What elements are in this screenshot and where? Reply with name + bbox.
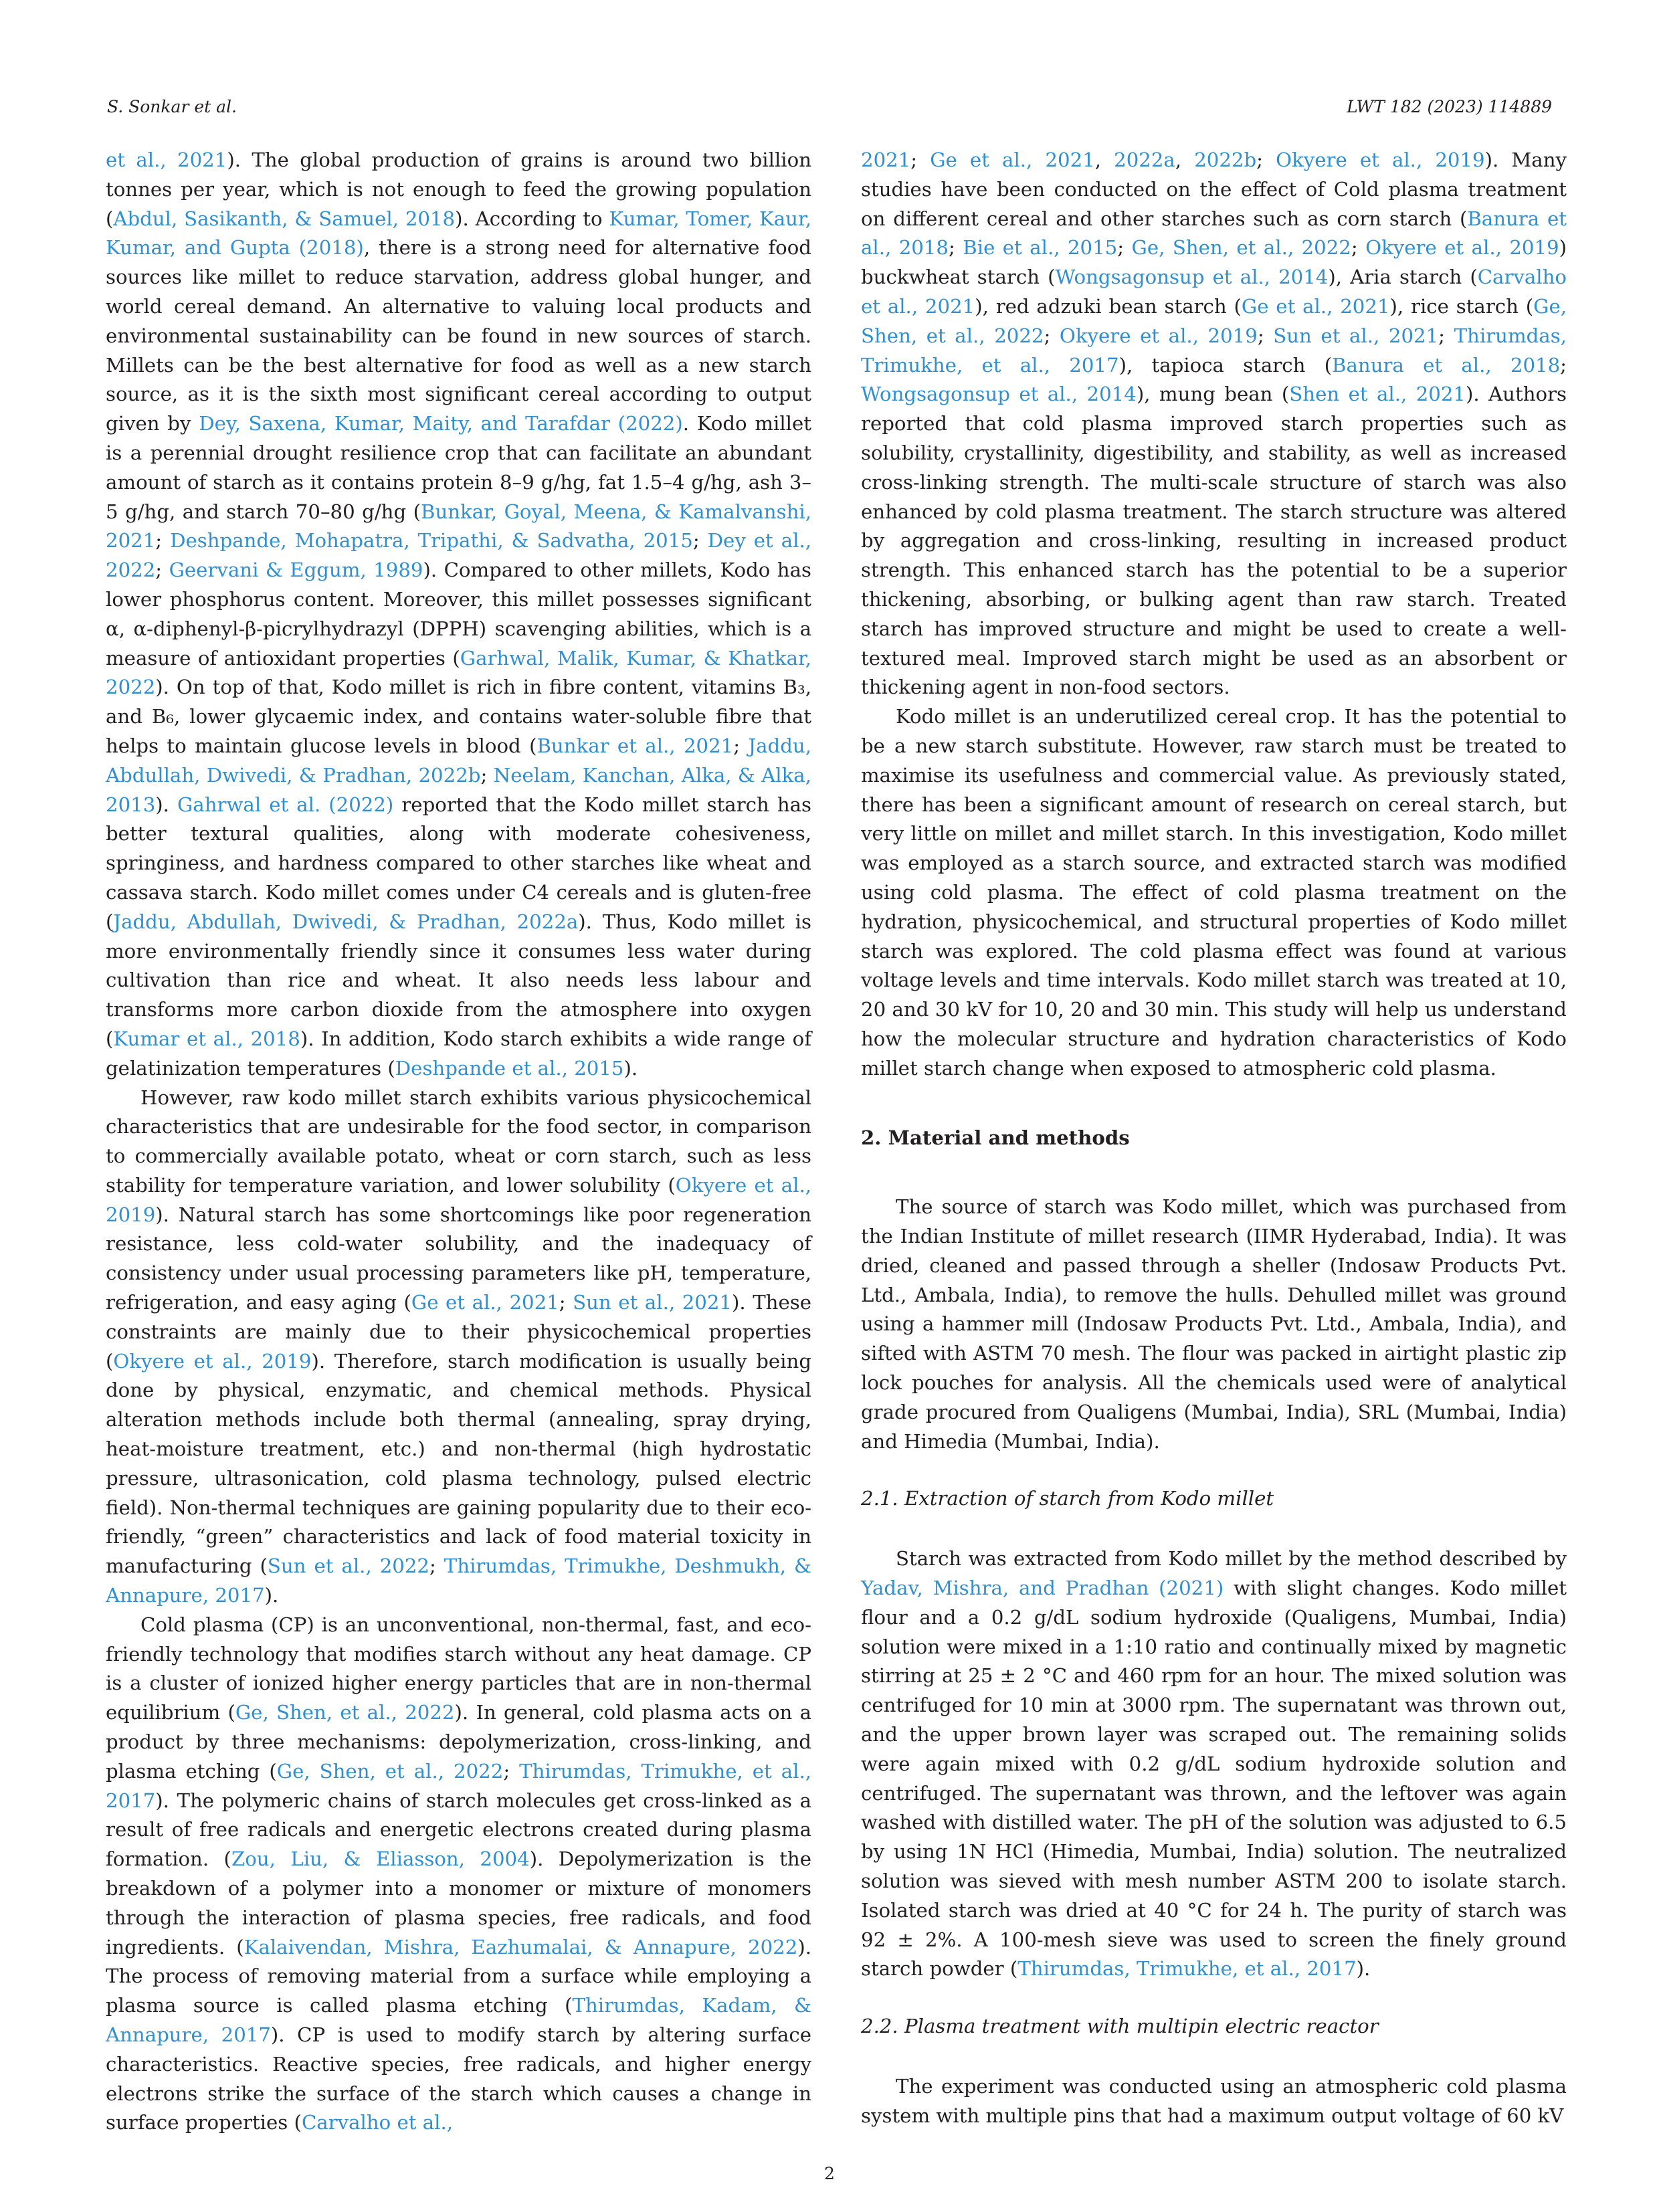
citation-link[interactable]: Dey et al., 2022 (106, 529, 811, 582)
citation-link[interactable]: Deshpande et al., 2015 (395, 1056, 624, 1080)
citation-link[interactable]: Ge, Shen, et al., 2022 (861, 294, 1567, 347)
citation-link[interactable]: Kumar et al., 2018 (113, 1027, 300, 1050)
citation-link[interactable]: Sun et al., 2022 (267, 1554, 429, 1578)
citation-link[interactable]: Ge, Shen, et al., 2022 (276, 1759, 504, 1783)
citation-link[interactable]: Thirumdas, Trimukhe, et al., 2017 (1017, 1957, 1357, 1981)
citation-link[interactable]: Dey, Saxena, Kumar, Maity, and Tarafdar (2022) (199, 412, 683, 435)
citation-link[interactable]: Thirumdas, Trimukhe, et al., 2017 (106, 1759, 812, 1812)
paragraph: et al., 2021). The global production of grains is around two billion tonnes per year, which is not enough to feed the growing population (Abdul, Sasikanth, & Samuel, 2018). According to Kumar, Tomer, Kaur, Kumar, and Gupta (2018), there is a strong need for alternative food sources like millet to reduce starvation, address global hunger, and world cereal demand. An alternative to valuing local products and environmental sustainability can be found in new sources of starch. Millets can be the best alternative for food as well as a new starch source, as it is the sixth most significant cereal according to output given by Dey, Saxena, Kumar, Maity, and Tarafdar (2022). Kodo millet is a perennial drought resilience crop that can facilitate an abundant amount of starch as it contains protein 8–9 g/hg, fat 1.5–4 g/hg, ash 3–5 g/hg, and starch 70–80 g/hg (Bunkar, Goyal, Meena, & Kamalvanshi, 2021; Deshpande, Mohapatra, Tripathi, & Sadvatha, 2015; Dey et al., 2022; Geervani & Eggum, 1989). Compared to other millets, Kodo has lower phosphorus content. Moreover, this millet possesses significant α, α-diphenyl-β-picrylhydrazyl (DPPH) scavenging abilities, which is a measure of antioxidant properties (Garhwal, Malik, Kumar, & Khatkar, 2022). On top of that, Kodo millet is rich in fibre content, vitamins B₃, and B₆, lower glycaemic index, and contains water-soluble fibre that helps to maintain glucose levels in blood (Bunkar et al., 2021; Jaddu, Abdullah, Dwivedi, & Pradhan, 2022b; Neelam, Kanchan, Alka, & Alka, 2013). Gahrwal et al. (2022) reported that the Kodo millet starch has better textural qualities, along with moderate cohesiveness, springiness, and hardness compared to other starches like wheat and cassava starch. Kodo millet comes under C4 cereals and is gluten-free (Jaddu, Abdullah, Dwivedi, & Pradhan, 2022a). Thus, Kodo millet is more environmentally friendly since it consumes less water during cultivation than rice and wheat. It also needs less labour and transforms more carbon dioxide from the atmosphere into oxygen (Kumar et al., 2018). In addition, Kodo starch exhibits a wide range of gelatinization temperatures (Deshpande et al., 2015). (106, 148, 812, 1080)
citation-link[interactable]: Banura et al., 2018 (1332, 353, 1561, 377)
citation-link[interactable]: Bunkar, Goyal, Meena, & Kamalvanshi, 2021 (106, 500, 811, 552)
citation-link[interactable]: Neelam, Kanchan, Alka, & Alka, 2013 (106, 763, 811, 816)
page-number: 2 (824, 2164, 835, 2183)
left-column (106, 146, 811, 2138)
citation-link[interactable]: Sun et al., 2021 (573, 1291, 732, 1314)
citation-link[interactable]: Deshpande, Mohapatra, Tripathi, & Sadvatha, 2015 (170, 529, 693, 552)
citation-link[interactable]: Geervani & Eggum, 1989 (169, 559, 423, 582)
citation-link[interactable]: Ge et al., 2021 (930, 148, 1095, 171)
citation-link[interactable]: Gahrwal et al. (2022) (177, 793, 394, 816)
citation-link[interactable]: Kumar, Tomer, Kaur, Kumar, and Gupta (2018) (106, 207, 812, 260)
citation-link[interactable]: Wongsagonsup et al., 2014 (861, 383, 1137, 406)
citation-link[interactable]: Carvalho et al., (301, 2111, 454, 2134)
citation-link[interactable]: Zou, Liu, & Eliasson, 2004 (231, 1847, 530, 1871)
citation-link[interactable]: Shen et al., 2021 (1289, 383, 1466, 406)
citation-link[interactable]: Ge, Shen, et al., 2022 (235, 1701, 455, 1724)
citation-link[interactable]: 2022b (1194, 148, 1257, 171)
subsection-heading: 2.2. Plasma treatment with multipin electric reactor (861, 2015, 1379, 2038)
citation-link[interactable]: Bie et al., 2015 (963, 236, 1118, 260)
citation-link[interactable]: Thirumdas, Kadam, & Annapure, 2017 (106, 1994, 811, 2046)
citation-link[interactable]: Okyere et al., 2019 (1365, 236, 1559, 260)
running-header-journal: LWT 182 (2023) 114889 (1347, 97, 1552, 116)
paragraph: Kodo millet is an underutilized cereal crop. It has the potential to be a new starch substitute. However, raw starch must be treated to maximise its usefulness and commercial value. As previously stated, there has been a significant amount of research on cereal starch, but very little on millet and millet starch. In this investigation, Kodo millet was employed as a starch source, and extracted starch was modified using cold plasma. The effect of cold plasma treatment on the hydration, physicochemical, and structural properties of Kodo millet starch was explored. The cold plasma effect was found at various voltage levels and time intervals. Kodo millet starch was treated at 10, 20 and 30 kV for 10, 20 and 30 min. This study will help us understand how the molecular structure and hydration characteristics of Kodo millet starch change when exposed to atmospheric cold plasma. (861, 705, 1567, 1080)
citation-link[interactable]: Kalaivendan, Mishra, Eazhumalai, & Annapure, 2022 (243, 1935, 798, 1958)
citation-link[interactable]: Okyere et al., 2019 (1059, 324, 1258, 347)
section-heading: 2. Material and methods (861, 1126, 1130, 1149)
citation-link[interactable]: Abdul, Sasikanth, & Samuel, 2018 (113, 207, 456, 230)
citation-link[interactable]: Ge, Shen, et al., 2022 (1131, 236, 1351, 260)
citation-link[interactable]: Carvalho et al., 2021 (861, 266, 1567, 318)
citation-link[interactable]: Okyere et al., 2019 (113, 1349, 312, 1373)
citation-link[interactable]: Wongsagonsup et al., 2014 (1055, 266, 1329, 289)
citation-link[interactable]: Thirumdas, Trimukhe, Deshmukh, & Annapure, 2017 (106, 1554, 812, 1607)
citation-link[interactable]: Okyere et al., 2019 (1276, 148, 1485, 171)
citation-link[interactable]: 2022a (1114, 148, 1175, 171)
citation-link[interactable]: Okyere et al., 2019 (106, 1173, 812, 1226)
citation-link[interactable]: Jaddu, Abdullah, Dwivedi, & Pradhan, 2022b (106, 734, 811, 787)
paragraph: The experiment was conducted using an atmospheric cold plasma system with multiple pins that had a maximum output voltage of 60 kV (861, 2075, 1567, 2127)
citation-link[interactable]: Thirumdas, Trimukhe, et al., 2017 (861, 324, 1567, 377)
paragraph: However, raw kodo millet starch exhibits various physicochemical characteristics that are undesirable for the food sector, in comparison to commercially available potato, wheat or corn starch, such as less stability for temperature variation, and lower solubility (Okyere et al., 2019). Natural starch has some shortcomings like poor regeneration resistance, less cold-water solubility, and the inadequacy of consistency under usual processing parameters like pH, temperature, refrigeration, and easy aging (Ge et al., 2021; Sun et al., 2021). These constraints are mainly due to their physicochemical properties (Okyere et al., 2019). Therefore, starch modification is usually being done by physical, enzymatic, and chemical methods. Physical alteration methods include both thermal (annealing, spray drying, heat-moisture treatment, etc.) and non-thermal (high hydrostatic pressure, ultrasonication, cold plasma technology, pulsed electric field). Non-thermal techniques are gaining popularity due to their eco-friendly, “green” characteristics and lack of food material toxicity in manufacturing (Sun et al., 2022; Thirumdas, Trimukhe, Deshmukh, & Annapure, 2017). (106, 1086, 812, 1607)
running-header-authors: S. Sonkar et al. (107, 97, 237, 116)
paragraph: Cold plasma (CP) is an unconventional, non-thermal, fast, and eco-friendly technology that modifies starch without any heat damage. CP is a cluster of ionized higher energy particles that are in non-thermal equilibrium (Ge, Shen, et al., 2022). In general, cold plasma acts on a product by three mechanisms: depolymerization, cross-linking, and plasma etching (Ge, Shen, et al., 2022; Thirumdas, Trimukhe, et al., 2017). The polymeric chains of starch molecules get cross-linked as a result of free radicals and energetic electrons created during plasma formation. (Zou, Liu, & Eliasson, 2004). Depolymerization is the breakdown of a polymer into a monomer or mixture of monomers through the interaction of plasma species, free radicals, and food ingredients. (Kalaivendan, Mishra, Eazhumalai, & Annapure, 2022). The process of removing material from a surface while employing a plasma source is called plasma etching (Thirumdas, Kadam, & Annapure, 2017). CP is used to modify starch by altering surface characteristics. Reactive species, free radicals, and higher energy electrons strike the surface of the starch which causes a change in surface properties (Carvalho et al., (106, 1613, 812, 2134)
citation-link[interactable]: Jaddu, Abdullah, Dwivedi, & Pradhan, 2022a (113, 910, 579, 933)
citation-link[interactable]: 2021 (861, 148, 911, 171)
paragraph: 2021; Ge et al., 2021, 2022a, 2022b; Okyere et al., 2019). Many studies have been conducted on the effect of Cold plasma treatment on different cereal and other starches such as corn starch (Banura et al., 2018; Bie et al., 2015; Ge, Shen, et al., 2022; Okyere et al., 2019) buckwheat starch (Wongsagonsup et al., 2014), Aria starch (Carvalho et al., 2021), red adzuki bean starch (Ge et al., 2021), rice starch (Ge, Shen, et al., 2022; Okyere et al., 2019; Sun et al., 2021; Thirumdas, Trimukhe, et al., 2017), tapioca starch (Banura et al., 2018; Wongsagonsup et al., 2014), mung bean (Shen et al., 2021). Authors reported that cold plasma improved starch properties such as solubility, crystallinity, digestibility, and stability, as well as increased cross-linking strength. The multi-scale structure of starch was also enhanced by cold plasma treatment. The starch structure was altered by aggregation and cross-linking, resulting in increased product strength. This enhanced starch has the potential to be a superior thickening, absorbing, or bulking agent than raw starch. Treated starch has improved structure and might be used to create a well-textured meal. Improved starch might be used as an absorbent or thickening agent in non-food sectors. (861, 148, 1567, 699)
citation-link[interactable]: Ge et al., 2021 (1241, 294, 1390, 318)
paragraph: The source of starch was Kodo millet, which was purchased from the Indian Institute of millet research (IIMR Hyderabad, India). It was dried, cleaned and passed through a sheller (Indosaw Products Pvt. Ltd., Ambala, India), to remove the hulls. Dehulled millet was ground using a hammer mill (Indosaw Products Pvt. Ltd., Ambala, India), and sifted with ASTM 70 mesh. The flour was packed in airtight plastic zip lock pouches for analysis. All the chemicals used were of analytical grade procured from Qualigens (Mumbai, India), SRL (Mumbai, India) and Himedia (Mumbai, India). (861, 1195, 1567, 1453)
citation-link[interactable]: Ge et al., 2021 (411, 1291, 559, 1314)
subsection-heading: 2.1. Extraction of starch from Kodo millet (861, 1487, 1274, 1510)
citation-link[interactable]: Banura et al., 2018 (861, 207, 1567, 260)
paragraph: Starch was extracted from Kodo millet by the method described by Yadav, Mishra, and Pradhan (2021) with slight changes. Kodo millet flour and a 0.2 g/dL sodium hydroxide (Qualigens, Mumbai, India) solution were mixed in a 1:10 ratio and continually mixed by magnetic stirring at 25 ± 2 °C and 460 rpm for an hour. The mixed solution was centrifuged for 10 min at 3000 rpm. The supernatant was thrown out, and the upper brown layer was scraped out. The remaining solids were again mixed with 0.2 g/dL sodium hydroxide solution and centrifuged. The supernatant was thrown, and the leftover was again washed with distilled water. The pH of the solution was adjusted to 6.5 by using 1N HCl (Himedia, Mumbai, India) solution. The neutralized solution was sieved with mesh number ASTM 200 to isolate starch. Isolated starch was dried at 40 °C for 24 h. The purity of starch was 92 ± 2%. A 100-mesh sieve was used to screen the finely ground starch powder (Thirumdas, Trimukhe, et al., 2017). (861, 1547, 1567, 1981)
citation-link[interactable]: Yadav, Mishra, and Pradhan (2021) (861, 1577, 1224, 1600)
citation-link[interactable]: Garhwal, Malik, Kumar, & Khatkar, 2022 (106, 646, 812, 699)
right-column (861, 146, 1567, 2131)
citation-link[interactable]: Sun et al., 2021 (1273, 324, 1439, 347)
citation-link[interactable]: et al., 2021 (106, 148, 227, 171)
citation-link[interactable]: Bunkar et al., 2021 (536, 734, 734, 757)
